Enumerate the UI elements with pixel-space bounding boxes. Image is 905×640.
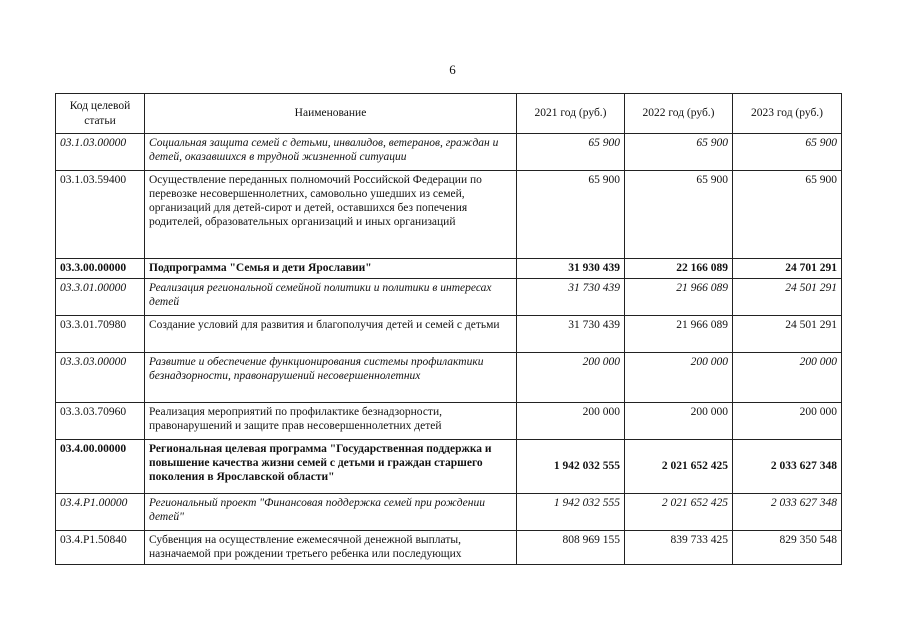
row-value-2021: 65 900 [517, 171, 625, 259]
table-header-row [56, 94, 842, 134]
row-value-2021: 200 000 [517, 353, 625, 403]
row-value-2022: 22 166 089 [625, 259, 733, 279]
row-value-2022: 2 021 652 425 [625, 440, 733, 494]
row-name: Создание условий для развития и благополучия детей и семей с детьми [145, 316, 517, 353]
row-name: Региональная целевая программа "Государственная поддержка и повышение качества жизни семей с детьми и граждан старшего поколения в Ярославской области" [145, 440, 517, 494]
row-value-2023: 24 501 291 [733, 316, 842, 353]
row-name: Реализация региональной семейной политики и политики в интересах детей [145, 279, 517, 316]
row-value-2023: 65 900 [733, 171, 842, 259]
table-row [56, 531, 842, 565]
row-code: 03.4.Р1.50840 [56, 531, 145, 565]
row-value-2022: 839 733 425 [625, 531, 733, 565]
row-code: 03.3.01.00000 [56, 279, 145, 316]
row-name: Реализация мероприятий по профилактике безнадзорности, правонарушений и защите прав несовершеннолетних детей [145, 403, 517, 440]
row-code: 03.3.03.70960 [56, 403, 145, 440]
row-value-2021: 200 000 [517, 403, 625, 440]
row-value-2023: 829 350 548 [733, 531, 842, 565]
row-name: Региональный проект "Финансовая поддержка семей при рождении детей" [145, 494, 517, 531]
row-value-2023: 65 900 [733, 134, 842, 171]
header-name: Наименование [145, 94, 517, 134]
row-value-2021: 1 942 032 555 [517, 440, 625, 494]
table-row [56, 316, 842, 353]
row-value-2021: 31 930 439 [517, 259, 625, 279]
row-value-2023: 200 000 [733, 353, 842, 403]
row-value-2023: 2 033 627 348 [733, 440, 842, 494]
header-2022: 2022 год (руб.) [625, 94, 733, 134]
table-row [56, 259, 842, 279]
row-code: 03.3.01.70980 [56, 316, 145, 353]
table-row [56, 494, 842, 531]
row-code: 03.3.00.00000 [56, 259, 145, 279]
row-value-2023: 24 701 291 [733, 259, 842, 279]
row-name: Социальная защита семей с детьми, инвалидов, ветеранов, граждан и детей, оказавшихся в трудной жизненной ситуации [145, 134, 517, 171]
row-value-2021: 1 942 032 555 [517, 494, 625, 531]
row-value-2022: 21 966 089 [625, 279, 733, 316]
row-value-2022: 65 900 [625, 171, 733, 259]
row-value-2022: 2 021 652 425 [625, 494, 733, 531]
row-value-2021: 65 900 [517, 134, 625, 171]
table-row [56, 134, 842, 171]
table-row [56, 353, 842, 403]
header-2023: 2023 год (руб.) [733, 94, 842, 134]
row-value-2022: 200 000 [625, 353, 733, 403]
row-value-2023: 200 000 [733, 403, 842, 440]
budget-table [55, 93, 842, 565]
table-row [56, 279, 842, 316]
row-value-2023: 24 501 291 [733, 279, 842, 316]
header-2021: 2021 год (руб.) [517, 94, 625, 134]
table-body [56, 134, 842, 565]
row-code: 03.1.03.59400 [56, 171, 145, 259]
header-code: Код целевой статьи [56, 94, 145, 134]
row-value-2022: 200 000 [625, 403, 733, 440]
row-value-2021: 31 730 439 [517, 279, 625, 316]
row-value-2021: 31 730 439 [517, 316, 625, 353]
table-row [56, 171, 842, 259]
row-name: Субвенция на осуществление ежемесячной денежной выплаты, назначаемой при рождении третьего ребенка или последующих [145, 531, 517, 565]
row-code: 03.4.Р1.00000 [56, 494, 145, 531]
row-value-2023: 2 033 627 348 [733, 494, 842, 531]
table-row [56, 440, 842, 494]
row-value-2022: 21 966 089 [625, 316, 733, 353]
row-name: Осуществление переданных полномочий Российской Федерации по перевозке несовершеннолетних, самовольно ушедших из семей, организаций для детей-сирот и детей, оставшихся без попечения родителей, образовательных организаций и иных организаций [145, 171, 517, 259]
page-number: 6 [449, 62, 456, 77]
row-name: Подпрограмма "Семья и дети Ярославии" [145, 259, 517, 279]
row-code: 03.1.03.00000 [56, 134, 145, 171]
row-value-2021: 808 969 155 [517, 531, 625, 565]
row-name: Развитие и обеспечение функционирования системы профилактики безнадзорности, правонарушений несовершеннолетних [145, 353, 517, 403]
row-value-2022: 65 900 [625, 134, 733, 171]
row-code: 03.4.00.00000 [56, 440, 145, 494]
table-row [56, 403, 842, 440]
row-code: 03.3.03.00000 [56, 353, 145, 403]
